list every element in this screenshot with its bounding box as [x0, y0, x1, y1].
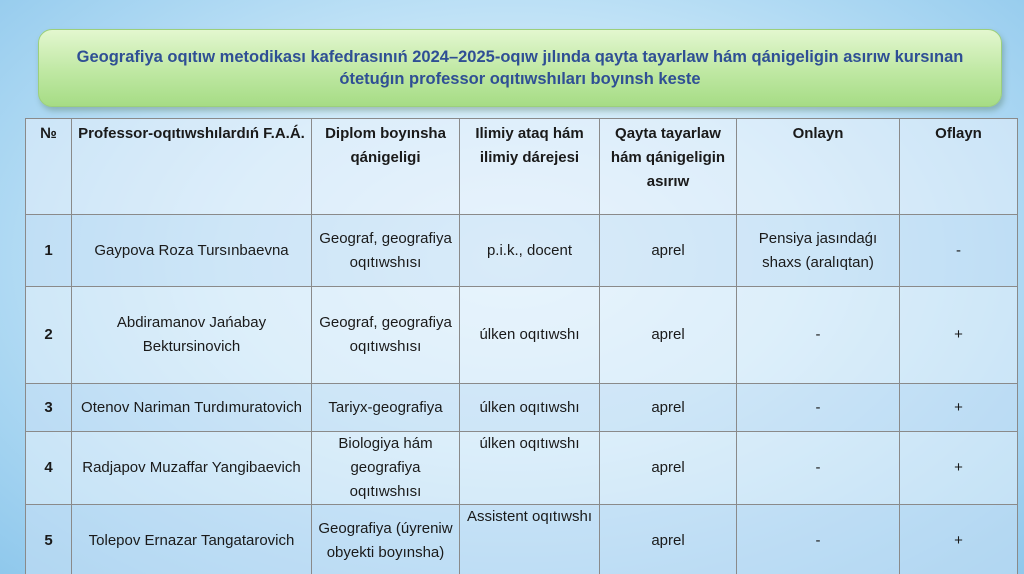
table-row [26, 432, 1018, 505]
cell-degree: p.i.k., docent [460, 215, 600, 287]
cell-offline: + [900, 432, 1018, 505]
cell-diploma: Geograf, geografiya oqıtıwshısı [312, 287, 460, 384]
cell-name: Tolepov Ernazar Tangatarovich [72, 505, 312, 574]
cell-offline: + [900, 287, 1018, 384]
cell-offline: + [900, 505, 1018, 574]
table-row [26, 384, 1018, 432]
header-degree: Ilimiy ataq hám ilimiy dárejesi [460, 119, 600, 215]
cell-name: Abdiramanov Jańabay Bektursinovich [72, 287, 312, 384]
page-title: Geografiya oqıtıw metodikası kafedrasınıń 2024–2025-oqıw jılında qayta tayarlaw hám qánigeligin asırıw kursınan ótetuǵın professor oqıtıwshıları boyınsh keste [76, 48, 964, 88]
cell-diploma: Tariyx-geografiya [312, 384, 460, 432]
header-retrain: Qayta tayarlaw hám qánigeligin asırıw [600, 119, 737, 215]
cell-retrain: aprel [600, 215, 737, 287]
cell-num: 3 [26, 384, 72, 432]
table-row [26, 505, 1018, 574]
cell-name: Otenov Nariman Turdımuratovich [72, 384, 312, 432]
schedule-table-container [25, 118, 1017, 574]
header-name: Professor-oqıtıwshılardıń F.A.Á. [72, 119, 312, 215]
cell-online: - [737, 287, 900, 384]
table-header-row [26, 119, 1018, 215]
cell-num: 5 [26, 505, 72, 574]
cell-num: 2 [26, 287, 72, 384]
cell-retrain: aprel [600, 505, 737, 574]
title-banner [38, 29, 1002, 107]
cell-retrain: aprel [600, 287, 737, 384]
cell-num: 1 [26, 215, 72, 287]
cell-diploma: Geograf, geografiya oqıtıwshısı [312, 215, 460, 287]
cell-degree: Assistent oqıtıwshı [460, 505, 600, 574]
cell-name: Radjapov Muzaffar Yangibaevich [72, 432, 312, 505]
cell-num: 4 [26, 432, 72, 505]
cell-online: - [737, 505, 900, 574]
cell-name: Gaypova Roza Tursınbaevna [72, 215, 312, 287]
cell-degree: úlken oqıtıwshı [460, 432, 600, 505]
header-online: Onlayn [737, 119, 900, 215]
table-row [26, 215, 1018, 287]
cell-diploma: Biologiya hám geografiya oqıtıwshısı [312, 432, 460, 505]
table-row [26, 287, 1018, 384]
cell-degree: úlken oqıtıwshı [460, 384, 600, 432]
cell-retrain: aprel [600, 432, 737, 505]
cell-offline: - [900, 215, 1018, 287]
cell-offline: + [900, 384, 1018, 432]
cell-online: - [737, 432, 900, 505]
header-num: № [26, 119, 72, 215]
schedule-table [25, 118, 1018, 574]
header-diploma: Diplom boyınsha qánigeligi [312, 119, 460, 215]
cell-degree: úlken oqıtıwshı [460, 287, 600, 384]
cell-online: - [737, 384, 900, 432]
cell-diploma: Geografiya (úyreniw obyekti boyınsha) [312, 505, 460, 574]
cell-online: Pensiya jasındaǵı shaxs (aralıqtan) [737, 215, 900, 287]
header-offline: Oflayn [900, 119, 1018, 215]
cell-retrain: aprel [600, 384, 737, 432]
